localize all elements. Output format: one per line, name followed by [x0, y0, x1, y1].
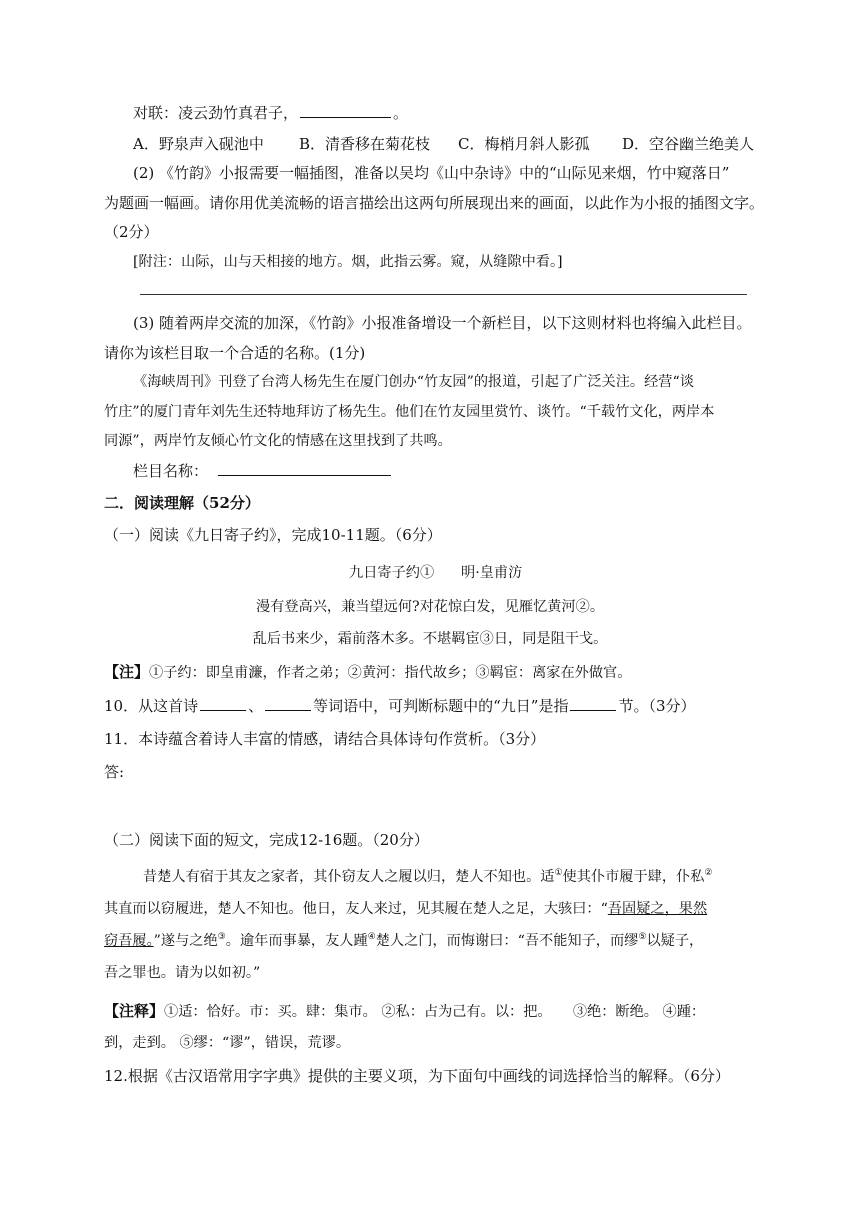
poem-line2: 乱后书来少，霜前落木多。不堪羁宦③日，同是阻干戈。 — [252, 631, 608, 647]
option-c[interactable]: C．梅梢月斜人影孤 — [458, 135, 590, 153]
section-heading: 二．阅读理解（52分） — [104, 494, 260, 512]
q10-blank-2[interactable] — [265, 695, 311, 711]
text-line3: 窃吾履。”遂与之绝③。逾年而事暴，友人踵④楚人之门，而悔谢曰：“吾不能知子，而缪⑤以疑子， — [104, 932, 704, 949]
q2-line3: （2分） — [104, 223, 159, 241]
column-name-row: 栏目名称： — [133, 460, 393, 481]
poem-title: 九日寄子约① — [349, 565, 435, 581]
q3-line1: (3) 随着两岸交流的加深，《竹韵》小报准备增设一个新栏目，以下这则材料也将编入此栏目。 — [133, 314, 752, 332]
underlined-phrase: 吾固疑之，果然 — [607, 901, 708, 917]
sec1-intro: （一）阅读《九日寄子约》，完成10-11题。（6分） — [104, 526, 442, 544]
text-line1: 昔楚人有宿于其友之家者，其仆窃友人之履以归，楚人不知也。适①使其仆市履于肆，仆私② — [143, 868, 713, 885]
q12: 12.根据《古汉语常用字字典》提供的主要义项，为下面句中画线的词选择恰当的解释。（6分） — [104, 1067, 730, 1085]
option-d[interactable]: D．空谷幽兰绝美人 — [622, 135, 755, 153]
q2-line1: (2) 《竹韵》小报需要一幅插图，准备以吴均《山中杂诗》中的“山际见来烟，竹中窥落日” — [133, 164, 730, 182]
couplet-blank[interactable] — [300, 102, 391, 118]
sec2-intro: （二）阅读下面的短文，完成12-16题。（20分） — [104, 831, 429, 849]
option-a[interactable]: A．野泉声入砚池中 — [133, 135, 264, 153]
column-name-blank[interactable] — [218, 460, 391, 476]
material-line2: 竹庄”的厦门青年刘先生还特地拜访了杨先生。他们在竹友园里赏竹、谈竹。“千载竹文化，两岸本 — [104, 404, 715, 420]
poem-author: 明·皇甫汸 — [461, 565, 523, 581]
poem-note: 【注】①子约：即皇甫濂，作者之弟；②黄河：指代故乡；③羁宦：离家在外做官。 — [104, 663, 632, 681]
text-line2: 其直而以窃履进，楚人不知也。他日，友人来过，见其履在楚人之足，大骇曰：“吾固疑之，果然 — [104, 901, 708, 917]
q10-blank-3[interactable] — [570, 695, 616, 711]
q10-blank-1[interactable] — [200, 695, 246, 711]
annotation-line2: 到，走到。 ⑤缪：“谬”，错误，荒谬。 — [104, 1035, 351, 1051]
q11: 11．本诗蕴含着诗人丰富的情感，请结合具体诗句作赏析。（3分） — [104, 730, 546, 748]
material-line1: 《海峡周刊》刊登了台湾人杨先生在厦门创办“竹友园”的报道，引起了广泛关注。经营“谈 — [133, 374, 694, 390]
option-b[interactable]: B．清香移在菊花枝 — [299, 135, 431, 153]
answer-line[interactable] — [140, 294, 747, 295]
poem-line1: 漫有登高兴，兼当望远何?对花惊白发，见雁忆黄河②。 — [255, 599, 605, 615]
material-line3: 同源”，两岸竹友倾心竹文化的情感在这里找到了共鸣。 — [104, 433, 452, 449]
answer-label[interactable]: 答: — [104, 763, 125, 781]
couplet-line: 对联：凌云劲竹真君子， 。 — [133, 104, 409, 122]
text-line4: 吾之罪也。请为以如初。” — [104, 965, 261, 981]
q10: 10．从这首诗 、 等词语中，可判断标题中的“九日”是指 节。（3分） — [104, 697, 696, 715]
annotation-line1: 【注释】①适：恰好。市：买。肆：集市。 ②私：占为己有。以：把。 ③绝：断绝。 ④踵： — [104, 1002, 706, 1020]
q3-line2: 请你为该栏目取一个合适的名称。(1分) — [104, 344, 366, 362]
q2-note: [附注：山际，山与天相接的地方。烟，此指云雾。窥，从缝隙中看。] — [133, 254, 563, 270]
q2-line2: 为题画一幅画。请你用优美流畅的语言描绘出这两句所展现出来的画面，以此作为小报的插图文字。 — [104, 194, 765, 212]
